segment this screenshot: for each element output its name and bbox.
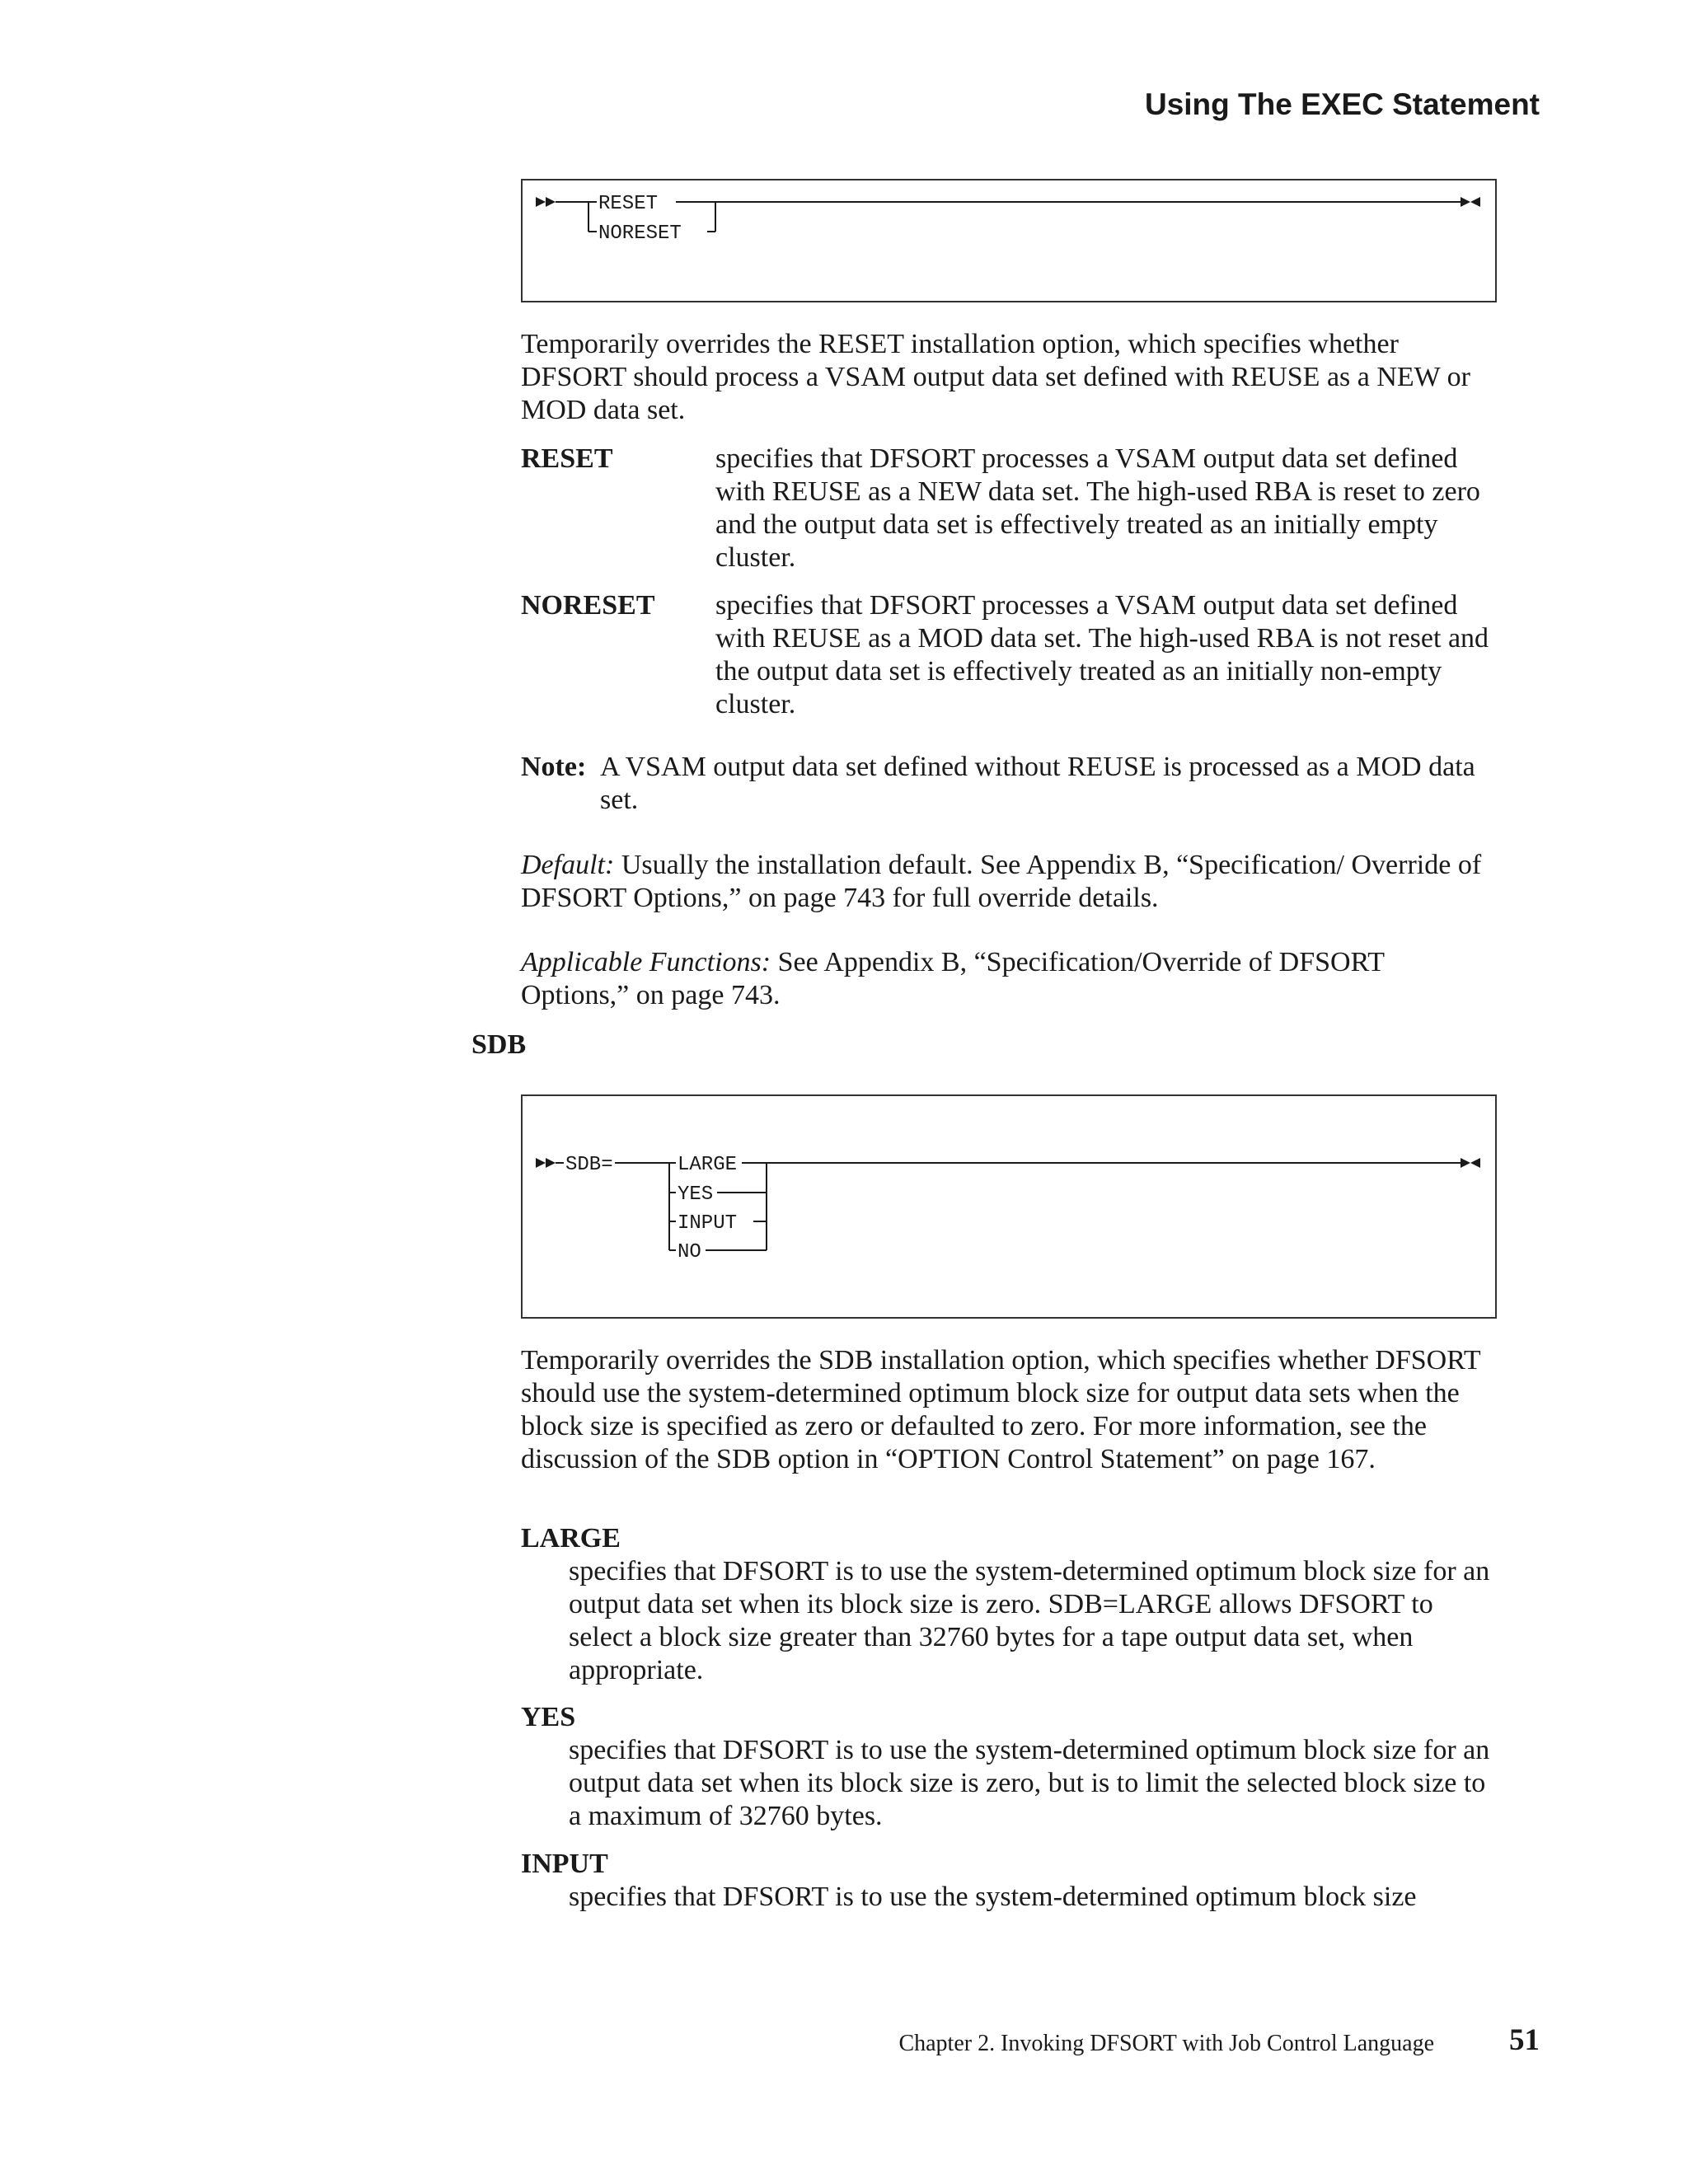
end-arrow-icon <box>1461 197 1470 207</box>
start-arrow-icon <box>546 1158 556 1168</box>
end-arrow-icon <box>1461 1158 1470 1168</box>
applicable-text: See Appendix B, “Specification/Override of DFSORT Options,” on page 743. <box>521 947 1385 1010</box>
default-text: Usually the installation default. See Appendix B, “Specification/ Override of DFSORT Options,” on page 743 for full override details. <box>521 850 1482 913</box>
reset-syntax-diagram <box>521 179 1497 302</box>
syntax-option-reset: RESET <box>598 193 659 215</box>
term-noreset: NORESET <box>521 590 655 621</box>
syntax-option-input: INPUT <box>678 1212 738 1235</box>
term-large: LARGE <box>521 1523 621 1554</box>
note-text: A VSAM output data set defined without REUSE is processed as a MOD data set. <box>600 752 1475 815</box>
def-yes: specifies that DFSORT is to use the system-determined optimum block size for an output data set when its block size is zero, but is to limit the selected block size to a maximum of 32760 bytes. <box>569 1735 1490 1831</box>
syntax-option-large: LARGE <box>678 1154 738 1176</box>
end-arrow-icon <box>1470 197 1480 207</box>
default-paragraph <box>521 849 1498 915</box>
end-arrow-icon <box>1470 1158 1480 1168</box>
default-label: Default: <box>521 850 615 880</box>
applicable-label: Applicable Functions: <box>521 947 771 977</box>
applicable-paragraph <box>521 946 1498 1012</box>
syntax-option-noreset: NORESET <box>598 223 682 245</box>
def-noreset: specifies that DFSORT processes a VSAM output data set defined with REUSE as a MOD data set. The high-used RBA is not reset and the output data set is effectively treated as an initially non-empty cluster. <box>715 590 1489 719</box>
start-arrow-icon <box>536 1158 546 1168</box>
running-header: Using The EXEC Statement <box>1144 87 1540 121</box>
term-yes: YES <box>521 1702 576 1732</box>
footer-chapter: Chapter 2. Invoking DFSORT with Job Control Language <box>898 2031 1434 2056</box>
sdb-heading: SDB <box>471 1029 527 1060</box>
term-input: INPUT <box>521 1849 608 1879</box>
term-reset: RESET <box>521 443 613 474</box>
syntax-keyword-sdb: SDB= <box>565 1154 613 1176</box>
start-arrow-icon <box>546 197 556 207</box>
syntax-option-no: NO <box>678 1241 701 1263</box>
def-input: specifies that DFSORT is to use the system-determined optimum block size <box>569 1882 1417 1912</box>
page-number: 51 <box>1509 2023 1540 2057</box>
reset-intro: Temporarily overrides the RESET installation option, which specifies whether DFSORT should process a VSAM output data set defined with REUSE as a NEW or MOD data set. <box>521 329 1470 425</box>
def-large: specifies that DFSORT is to use the system-determined optimum block size for an output data set when its block size is zero. SDB=LARGE allows DFSORT to select a block size greater than 32760 bytes for a tape output data set, when appropriate. <box>569 1556 1490 1685</box>
start-arrow-icon <box>536 197 546 207</box>
sdb-syntax-svg <box>523 1096 1495 1317</box>
syntax-option-yes: YES <box>678 1183 714 1206</box>
sdb-intro: Temporarily overrides the SDB installation option, which specifies whether DFSORT should use the system-determined optimum block size for output data sets when the block size is specified as zero or defaulted to zero. For more information, see the discussion of the SDB option in “OPTION Control Statement” on page 167. <box>521 1345 1480 1474</box>
note-label: Note: <box>521 752 587 782</box>
def-reset: specifies that DFSORT processes a VSAM output data set defined with REUSE as a NEW data set. The high-used RBA is reset to zero and the output data set is effectively treated as an initially empty cluster. <box>715 443 1480 573</box>
reset-syntax-svg <box>523 180 1495 301</box>
sdb-syntax-diagram <box>521 1094 1497 1319</box>
